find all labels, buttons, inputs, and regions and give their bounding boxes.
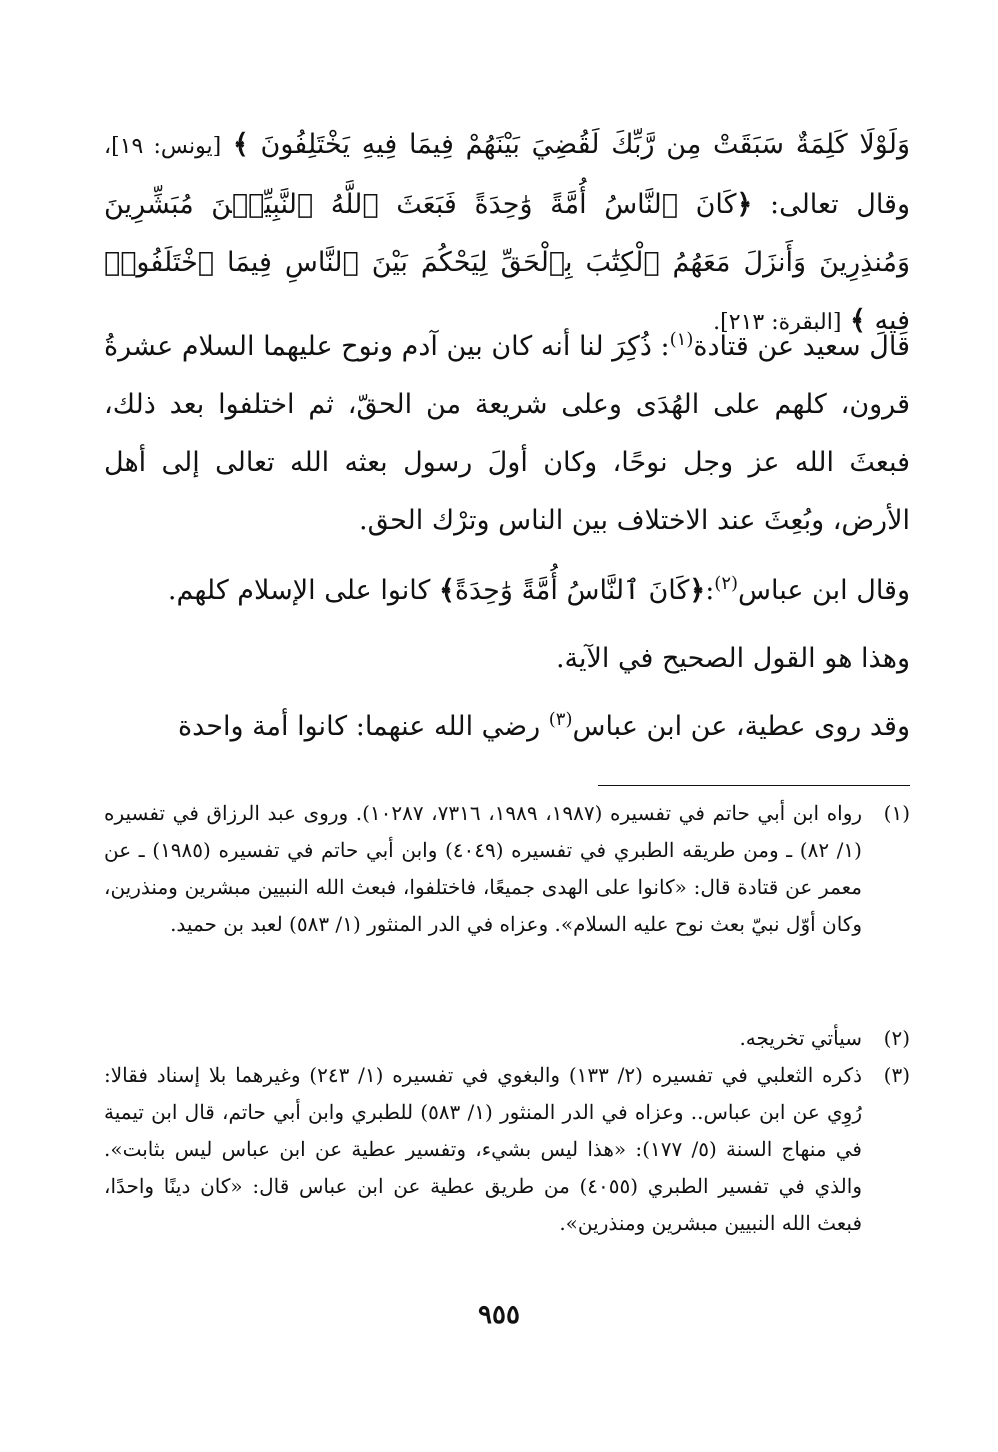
paragraph-qatada: [104, 318, 910, 550]
brace-close: ﴾: [850, 305, 866, 336]
intro-text: وقال تعالى:: [769, 189, 910, 220]
footnote-1: [104, 795, 910, 943]
brace-open: ﴿: [736, 189, 753, 220]
footnote-marker-3[interactable]: (٣): [548, 709, 573, 730]
paragraph-prefix: وقد روى عطية، عن ابن عباس: [572, 711, 910, 742]
footnote-3: [104, 1057, 910, 1242]
footnote-number: (١): [883, 801, 910, 825]
verse-baqarah: كَانَ ٱلنَّاسُ أُمَّةً وَٰحِدَةً فَبَعَثَ ٱللَّهُ ٱلنَّبِيِّـۧنَ مُبَشِّرِينَ وَمُنذِرِينَ وَأَنزَلَ مَعَهُمُ ٱلْكِتَٰبَ بِٱلْحَقِّ لِيَحْكُمَ بَيْنَ ٱلنَّاسِ فِيمَا ٱخْتَلَفُوا۟ فِيهِ: [104, 189, 910, 336]
footnote-number: (٣): [883, 1063, 910, 1087]
footnote-marker-1[interactable]: (١): [669, 329, 694, 350]
colon: :: [705, 575, 715, 606]
paragraph-text: رضي الله عنهما: كانوا أمة واحدة: [177, 711, 541, 742]
footnote-text: رواه ابن أبي حاتم في تفسيره (١٩٨٧، ١٩٨٩، ٧٣١٦، ١٠٢٨٧). وروى عبد الرزاق في تفسيره (١/ ٨٢) ـ ومن طريقه الطبري في تفسيره (٤٠٤٩) وابن أبي حاتم في تفسيره (١٩٨٥) ـ عن معمر عن قتادة قال: «كانوا على الهدى جميعًا، فاختلفوا، فبعث الله النبيين مبشرين ومنذرين، وكان أوّل نبيّ بعث نوح عليه السلام». وعزاه في الدر المنثور (١/ ٥٨٣) لعبد بن حميد.: [104, 801, 863, 936]
footnote-2: [104, 1020, 910, 1057]
paragraph-prefix: قال سعيد عن قتادة: [693, 331, 910, 362]
verse-reference-yunus: [يونس: ١٩]،: [104, 134, 222, 159]
footnote-marker-2[interactable]: (٢): [714, 573, 739, 594]
brace-close: ﴾: [439, 575, 455, 606]
verse-reference-baqarah: [البقرة: ٢١٣].: [713, 310, 842, 335]
verse-yunus: وَلَوْلَا كَلِمَةٌ سَبَقَتْ مِن رَّبِّكَ لَقُضِيَ بَيْنَهُمْ فِيمَا فِيهِ يَخْتَلِفُونَ: [260, 129, 910, 160]
paragraph-correct-opinion: [104, 630, 910, 688]
quran-verse-paragraph: [104, 116, 910, 352]
footnote-text: ذكره الثعلبي في تفسيره (٢/ ١٣٣) والبغوي في تفسيره (١/ ٢٤٣) وغيرهما بلا إسناد فقالا: رُوِي عن ابن عباس.. وعزاه في الدر المنثور (١/ ٥٨٣) للطبري وابن أبي حاتم، قال ابن تيمية في منهاج السنة (٥/ ١٧٧): «هذا ليس بشيء، وتفسير عطية عن ابن عباس ليس بثابت». والذي في تفسير الطبري (٤٠٥٥) من طريق عطية عن ابن عباس قال: «كان دينًا واحدًا، فبعث الله النبيين مبشرين ومنذرين».: [104, 1063, 862, 1235]
paragraph-text: كانوا على الإسلام كلهم.: [167, 575, 431, 606]
paragraph-text: وهذا هو القول الصحيح في الآية.: [555, 643, 910, 674]
paragraph-prefix: وقال ابن عباس: [738, 575, 910, 606]
brace-close: ﴾: [232, 129, 249, 160]
quran-quote: كَانَ ٱلنَّاسُ أُمَّةً وَٰحِدَةً: [454, 575, 690, 606]
quran-passage: [104, 116, 910, 352]
footnote-divider: [598, 785, 910, 786]
paragraph-atiyya: [104, 698, 910, 756]
brace-open: ﴿: [689, 575, 706, 606]
paragraph-ibn-abbas: [104, 562, 910, 620]
footnote-number: (٢): [883, 1026, 910, 1050]
page-number: ٩٥٥: [478, 1300, 520, 1330]
footnote-text: سيأتي تخريجه.: [739, 1026, 862, 1050]
paragraph-text: : ذُكِرَ لنا أنه كان بين آدم ونوح عليهما السلام عشرةُ قرون، كلهم على الهُدَى وعلى شريعة من الحقّ، ثم اختلفوا بعد ذلك، فبعثَ الله عز وجل نوحًا، وكان أولَ رسول بعثه الله تعالى إلى أهل الأرض، وبُعِثَ عند الاختلاف بين الناس وترْك الحق.: [104, 331, 910, 536]
